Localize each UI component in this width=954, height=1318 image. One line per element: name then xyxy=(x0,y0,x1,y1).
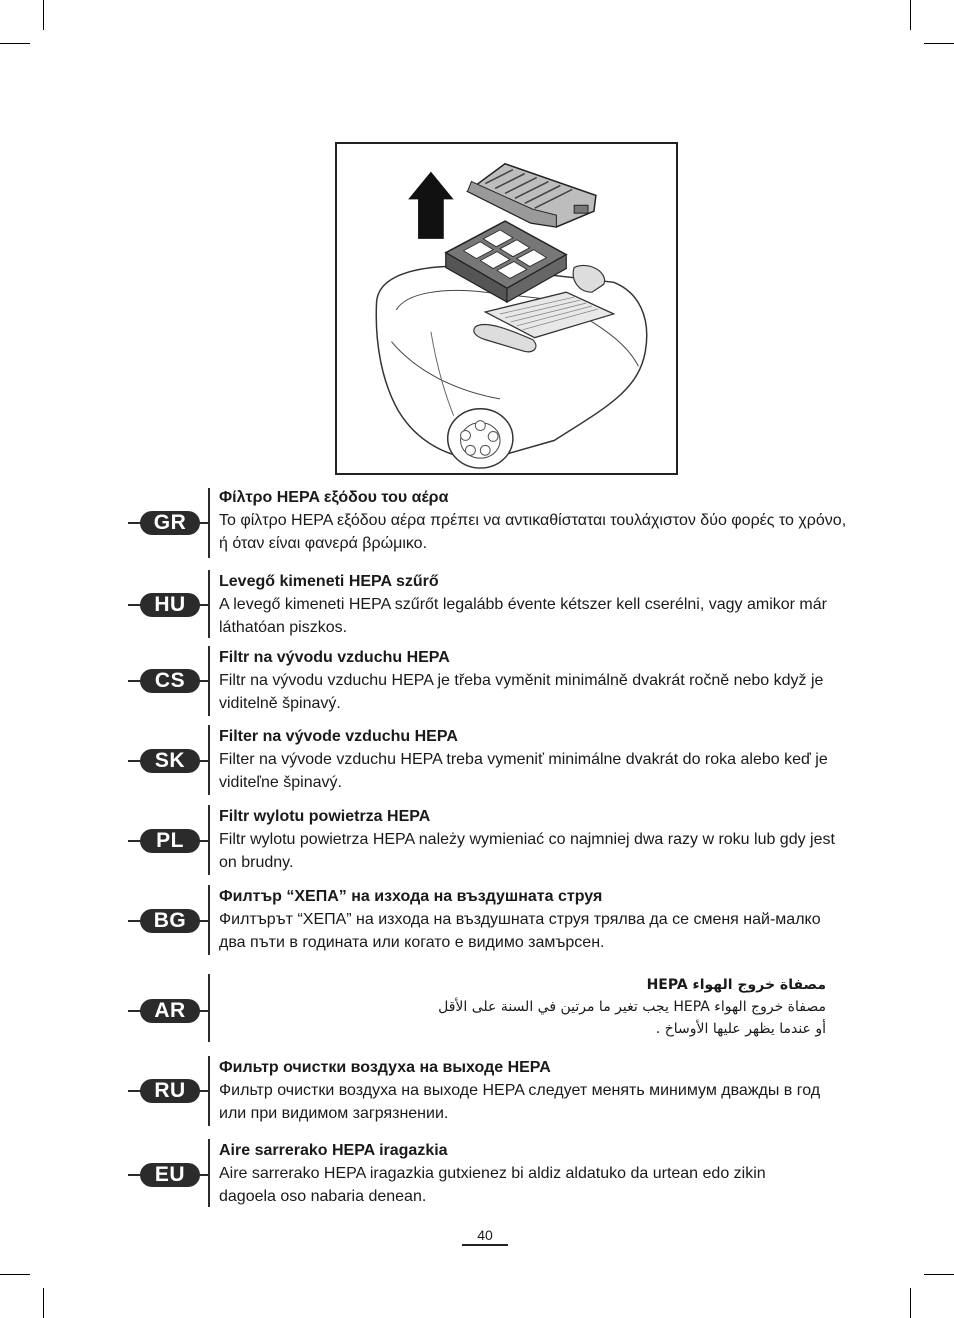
language-badge-sk: SK xyxy=(140,749,200,773)
section-text-rtl xyxy=(219,974,826,1040)
section-body-line: láthatóan piszkos. xyxy=(219,619,348,636)
language-badge-ru: RU xyxy=(140,1079,200,1103)
section-body-line: Το φίλτρο HEPA εξόδου αέρα πρέπει να αντικαθίσταται τουλάχιστον δύο φορές το χρόνο, xyxy=(219,512,847,529)
section-title: Aire sarrerako HEPA iragazkia xyxy=(219,1142,448,1159)
language-badge-cs: CS xyxy=(140,669,200,693)
section-title: مصفاة خروج الهواء HEPA xyxy=(646,977,826,993)
crop-mark xyxy=(0,1274,30,1275)
section-body-line: Filter na vývode vzduchu HEPA treba vymeniť minimálne dvakrát do roka alebo keď je xyxy=(219,751,828,768)
section-text xyxy=(219,725,849,794)
section-body-line: Фильтр очистки воздуха на выходе HEPA следует менять минимум дважды в год xyxy=(219,1082,821,1099)
section-body-line: два пъти в годината или когато е видимо замърсен. xyxy=(219,934,605,951)
section-body-line: Filtr wylotu powietrza HEPA należy wymieniać co najmniej dwa razy w roku lub gdy jest xyxy=(219,831,835,848)
section-body-line: viditelně špinavý. xyxy=(219,695,341,712)
section-body-line: viditeľne špinavý. xyxy=(219,774,342,791)
language-badge-ar: AR xyxy=(140,999,200,1023)
section-body-line: A levegő kimeneti HEPA szűrőt legalább évente kétszer kell cserélni, vagy amikor már xyxy=(219,596,827,613)
page-number-rule xyxy=(462,1244,508,1246)
section-text xyxy=(219,1139,849,1208)
language-badge-hu: HU xyxy=(140,593,200,617)
crop-mark xyxy=(910,0,911,30)
crop-mark xyxy=(0,43,30,44)
section-body-line: Aire sarrerako HEPA iragazkia gutxienez bi aldiz aldatuko da urtean edo zikin xyxy=(219,1165,766,1182)
section-title: Levegő kimeneti HEPA szűrő xyxy=(219,573,439,590)
divider-line xyxy=(208,974,210,1042)
section-body-line: Филтърът “ХЕПА” на изхода на въздушната струя трялва да се сменя най-малко xyxy=(219,911,821,928)
crop-mark xyxy=(43,0,44,30)
section-body-line: مصفاة خروج الهواء HEPA يجب تغير ما مرتين في السنة على الأقل xyxy=(438,999,826,1015)
crop-mark xyxy=(924,43,954,44)
section-body-line: ή όταν είναι φανερά βρώμικο. xyxy=(219,535,428,552)
language-badge-pl: PL xyxy=(140,829,200,853)
section-title: Φίλτρο HEPA εξόδου του αέρα xyxy=(219,489,449,506)
crop-mark xyxy=(924,1274,954,1275)
section-text xyxy=(219,805,849,874)
section-title: Филтър “ХЕПА” на изхода на въздушната струя xyxy=(219,888,603,905)
vacuum-hepa-filter-removal-illustration xyxy=(337,144,676,473)
section-text xyxy=(219,570,849,639)
section-body-line: или при видимом загрязнении. xyxy=(219,1105,449,1122)
crop-mark xyxy=(910,1288,911,1318)
section-text xyxy=(219,486,849,555)
section-text xyxy=(219,1056,849,1125)
section-title: Filtr na vývodu vzduchu HEPA xyxy=(219,649,450,666)
crop-mark xyxy=(43,1288,44,1318)
language-badge-bg: BG xyxy=(140,909,200,933)
section-text xyxy=(219,646,849,715)
language-badge-gr: GR xyxy=(140,511,200,535)
divider-line xyxy=(208,1139,210,1207)
section-body-line: on brudny. xyxy=(219,854,294,871)
section-body-line: أو عندما يظهر عليها الأوساخ . xyxy=(655,1021,826,1037)
section-body-line: Filtr na vývodu vzduchu HEPA je třeba vyměnit minimálně dvakrát ročně nebo když je xyxy=(219,672,824,689)
product-illustration xyxy=(335,142,678,475)
section-text xyxy=(219,885,849,954)
section-title: Filtr wylotu powietrza HEPA xyxy=(219,808,431,825)
section-body-line: dagoela oso nabaria denean. xyxy=(219,1188,427,1205)
section-title: Filter na vývode vzduchu HEPA xyxy=(219,728,458,745)
language-badge-eu: EU xyxy=(140,1163,200,1187)
page-number: 40 xyxy=(477,1227,493,1243)
section-title: Фильтр очистки воздуха на выходе HEPA xyxy=(219,1059,551,1076)
